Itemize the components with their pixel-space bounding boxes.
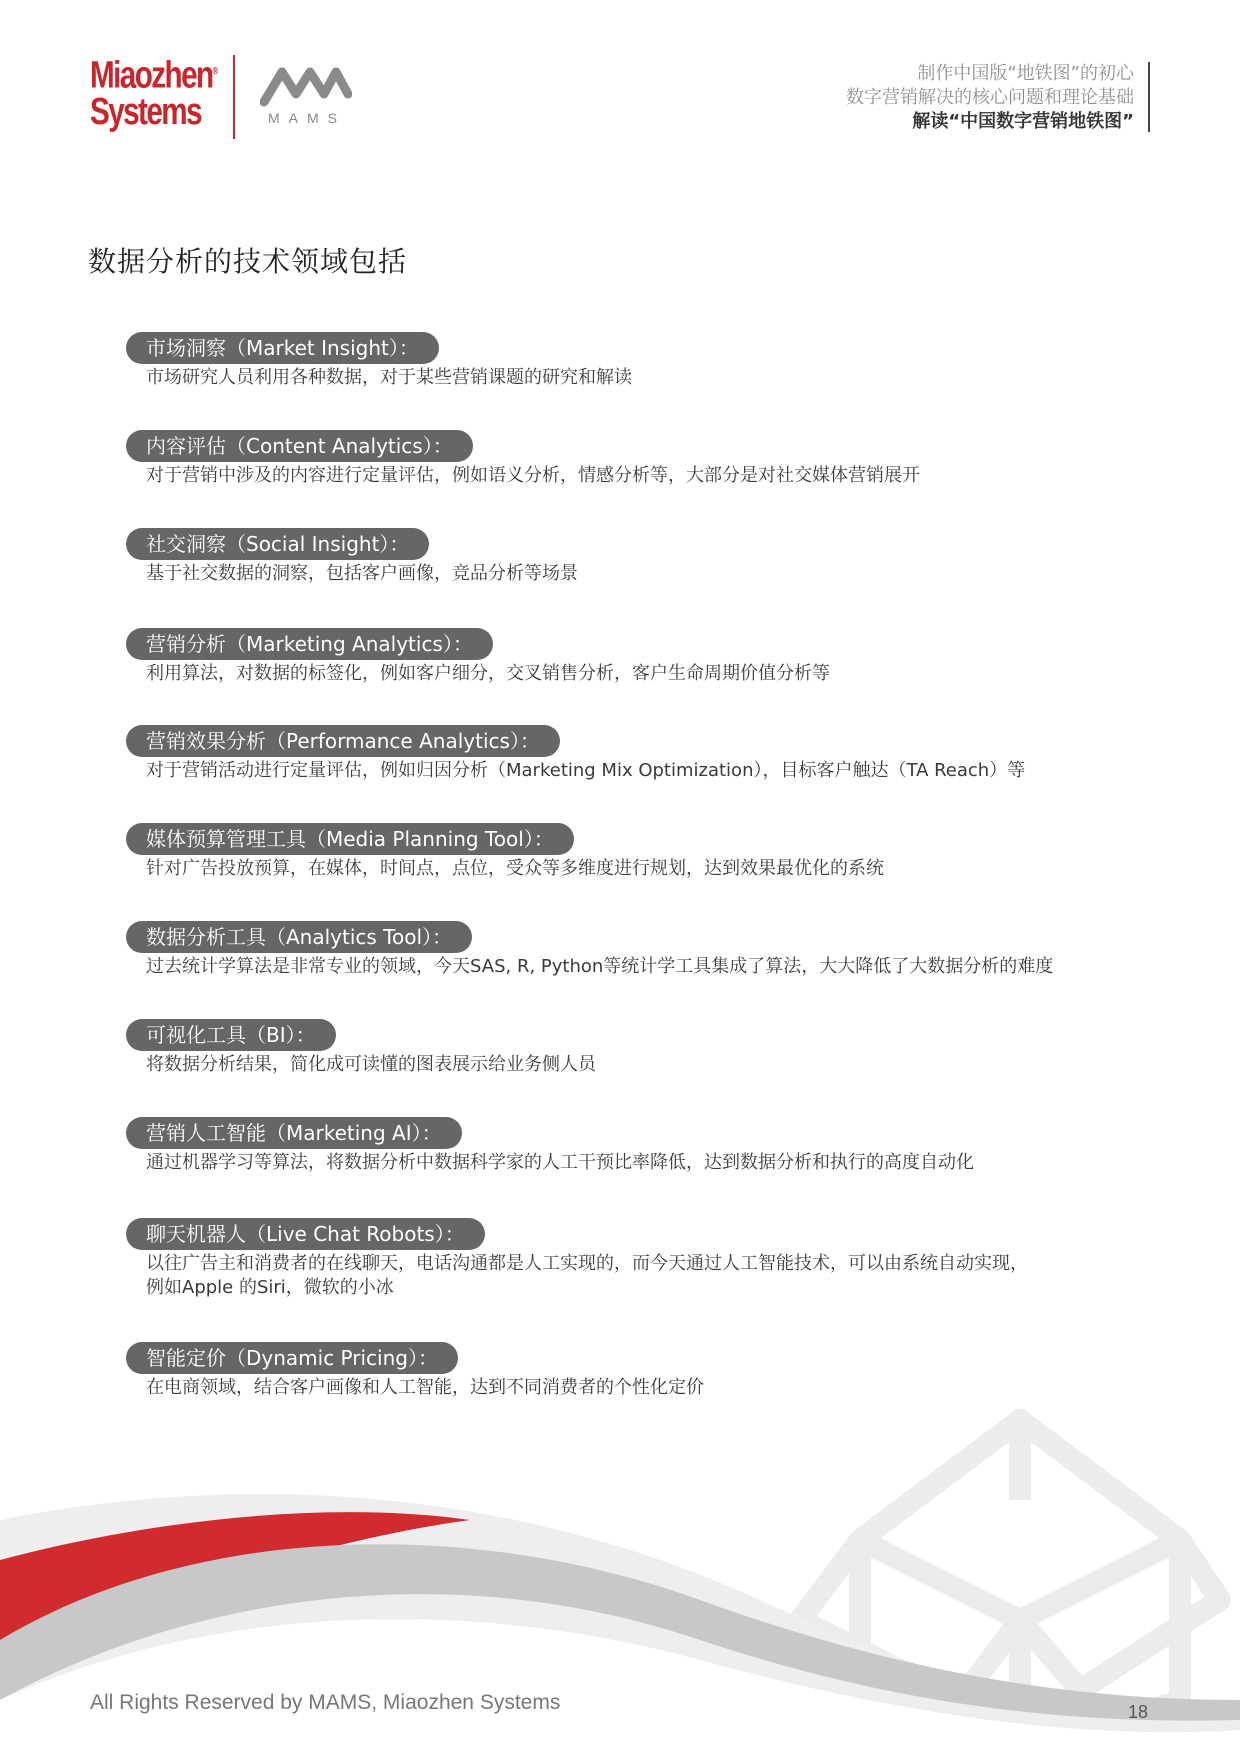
item-desc: 利用算法，对数据的标签化，例如客户细分，交叉销售分析，客户生命周期价值分析等 bbox=[146, 663, 830, 684]
item-desc: 对于营销活动进行定量评估，例如归因分析（Marketing Mix Optimization），目标客户触达（TA Reach）等 bbox=[146, 760, 1026, 781]
logo-line2: Systems bbox=[90, 90, 202, 133]
list-item bbox=[126, 332, 1146, 390]
header-tagline bbox=[846, 62, 1134, 134]
item-desc-cont: 例如Apple 的Siri，微软的小冰 bbox=[146, 1277, 394, 1298]
item-desc: 在电商领域，结合客户画像和人工智能，达到不同消费者的个性化定价 bbox=[146, 1377, 704, 1398]
list-item bbox=[126, 1218, 1146, 1300]
list-item bbox=[126, 628, 1146, 686]
item-desc: 基于社交数据的洞察，包括客户画像，竞品分析等场景 bbox=[146, 563, 578, 584]
list-item bbox=[126, 725, 1146, 783]
item-desc: 以往广告主和消费者的在线聊天，电话沟通都是人工实现的，而今天通过人工智能技术，可以由系统自动实现， bbox=[146, 1253, 1028, 1274]
miaozhen-logo bbox=[90, 54, 220, 133]
item-label: 媒体预算管理工具（Media Planning Tool）： bbox=[126, 823, 574, 855]
mams-logo-text: MAMS bbox=[268, 110, 346, 126]
list-item bbox=[126, 528, 1146, 586]
list-item bbox=[126, 823, 1146, 881]
item-desc: 针对广告投放预算，在媒体，时间点，点位，受众等多维度进行规划，达到效果最优化的系统 bbox=[146, 858, 884, 879]
list-item bbox=[126, 921, 1146, 979]
item-desc: 市场研究人员利用各种数据，对于某些营销课题的研究和解读 bbox=[146, 367, 632, 388]
item-desc: 将数据分析结果，简化成可读懂的图表展示给业务侧人员 bbox=[146, 1054, 596, 1075]
header-line-1: 制作中国版“地铁图”的初心 bbox=[917, 63, 1134, 84]
item-label: 营销分析（Marketing Analytics）： bbox=[126, 628, 493, 660]
item-desc: 过去统计学算法是非常专业的领域，今天SAS, R, Python等统计学工具集成了算法，大大降低了大数据分析的难度 bbox=[146, 956, 1054, 977]
item-label: 营销效果分析（Performance Analytics）： bbox=[126, 725, 560, 757]
item-label: 营销人工智能（Marketing AI）： bbox=[126, 1117, 462, 1149]
logo-line1: Miaozhen bbox=[90, 54, 213, 97]
item-label: 内容评估（Content Analytics）： bbox=[126, 430, 473, 462]
logo-divider bbox=[233, 55, 235, 139]
header-divider bbox=[1148, 62, 1150, 132]
header-line-3: 解读“中国数字营销地铁图” bbox=[912, 111, 1134, 132]
list-item bbox=[126, 1117, 1146, 1175]
section-title: 数据分析的技术领域包括 bbox=[88, 245, 408, 278]
item-label: 可视化工具（BI）： bbox=[126, 1019, 336, 1051]
item-desc: 对于营销中涉及的内容进行定量评估，例如语义分析，情感分析等，大部分是对社交媒体营销展开 bbox=[146, 465, 920, 486]
item-label: 市场洞察（Market Insight）： bbox=[126, 332, 439, 364]
item-label: 数据分析工具（Analytics Tool）： bbox=[126, 921, 472, 953]
footer-copyright: All Rights Reserved by MAMS, Miaozhen Systems bbox=[90, 1691, 561, 1714]
item-label: 智能定价（Dynamic Pricing）： bbox=[126, 1342, 458, 1374]
header-line-2: 数字营销解决的核心问题和理论基础 bbox=[846, 87, 1134, 108]
logo-reg-mark: ® bbox=[212, 66, 219, 77]
list-item bbox=[126, 430, 1146, 488]
item-label: 社交洞察（Social Insight）： bbox=[126, 528, 429, 560]
item-label: 聊天机器人（Live Chat Robots）： bbox=[126, 1218, 485, 1250]
item-desc: 通过机器学习等算法，将数据分析中数据科学家的人工干预比率降低，达到数据分析和执行的高度自动化 bbox=[146, 1152, 974, 1173]
page-number: 18 bbox=[1128, 1702, 1149, 1722]
list-item bbox=[126, 1019, 1146, 1077]
